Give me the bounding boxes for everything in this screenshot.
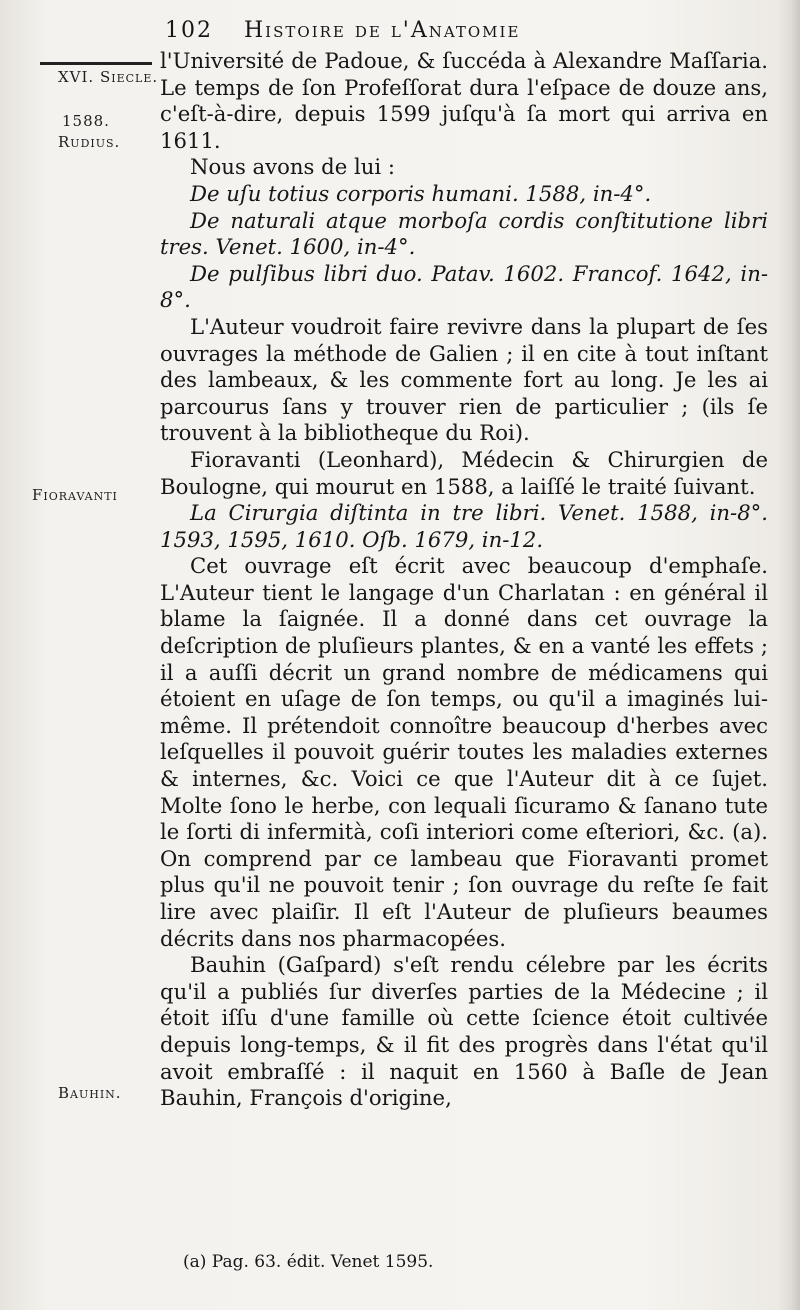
margin-note-bauhin: Bauhin. [58, 1084, 122, 1102]
bibliography-entry: De uſu totius corporis humani. 1588, in-4°. [190, 180, 652, 206]
margin-note-fioravanti: Fioravanti [32, 486, 118, 504]
running-title: Histoire de l'Anatomie [244, 18, 521, 43]
margin-note-century: XVI. Siecle. [58, 68, 159, 86]
margin-note-rudius: Rudius. [58, 133, 121, 151]
paragraph-author-critique: L'Auteur voudroit faire revivre dans la plupart de ſes ouvrages la méthode de Galien ; il en cite à tout inſtant des lambeaux, & les commente fort au long. Je les ai parcourus ſans y trouver rien de particulier ; (ils ſe trouvent à la bibliotheque du Roi). [160, 313, 768, 446]
paragraph-fioravanti-work: Cet ouvrage eſt écrit avec beaucoup d'emphaſe. L'Auteur tient le langage d'un Charlatan : en général il blame la ſaignée. Il a donné dans cet ouvrage la deſcription de pluſieurs plantes, & en a vanté les effets ; il a auſſi décrit un grand nombre de médicamens qui étoient en uſage de ſon temps, ou qu'il a imaginés lui-même. Il prétendoit connoître beaucoup d'herbes avec leſquelles il pouvoit guérir toutes les maladies externes & internes, &c. Voici ce que l'Auteur dit à ce ſujet. Molte ſono le herbe, con lequali ſicuramo & ſanano tute le ſorti di infermità, coſi interiori come eſteriori, &c. (a). On comprend par ce lambeau que Fioravanti promet plus qu'il ne pouvoit tenir ; ſon ouvrage du reſte ſe fait lire avec plaiſir. Il eſt l'Auteur de pluſieurs beaumes décrits dans nos pharmacopées. [160, 553, 768, 951]
running-header [165, 18, 765, 43]
bibliography-entry: La Cirurgia diſtinta in tre libri. Venet. 1588, in-8°. 1593, 1595, 1610. Oſb. 1679, in-12. [160, 500, 768, 552]
page-edge-shadow [778, 0, 800, 1310]
page-number: 102 [165, 18, 213, 43]
margin-note-year: 1588. [62, 112, 110, 130]
paragraph-bauhin: Bauhin (Gaſpard) s'eſt rendu célebre par les écrits qu'il a publiés ſur diverſes parties de la Médecine ; il étoit iſſu d'une famille où cette ſcience étoit cultivée depuis long-temps, & il fit des progrès dans l'état qu'il avoit embraſſé : il naquit en 1560 à Baſle de Jean Bauhin, François d'origine, [160, 952, 768, 1111]
main-text [160, 48, 768, 1112]
paragraph-works-intro: Nous avons de lui : [190, 154, 396, 180]
paragraph-padoue: l'Université de Padoue, & ſuccéda à Alexandre Maſſaria. Le temps de ſon Profeſſorat dura l'eſpace de douze ans, c'eſt-à-dire, depuis 1599 juſqu'à ſa mort qui arriva en 1611. [160, 48, 768, 153]
bibliography-entry: De naturali atque morboſa cordis conſtitutione libri tres. Venet. 1600, in-4°. [160, 207, 768, 260]
footnote: (a) Pag. 63. édit. Venet 1595. [183, 1252, 434, 1272]
bibliography-entry: De pulſibus libri duo. Patav. 1602. Francof. 1642, in-8°. [160, 260, 768, 313]
header-rule [40, 62, 152, 65]
paragraph-fioravanti: Fioravanti (Leonhard), Médecin & Chirurgien de Boulogne, qui mourut en 1588, a laiſſé le traité ſuivant. [160, 446, 768, 499]
